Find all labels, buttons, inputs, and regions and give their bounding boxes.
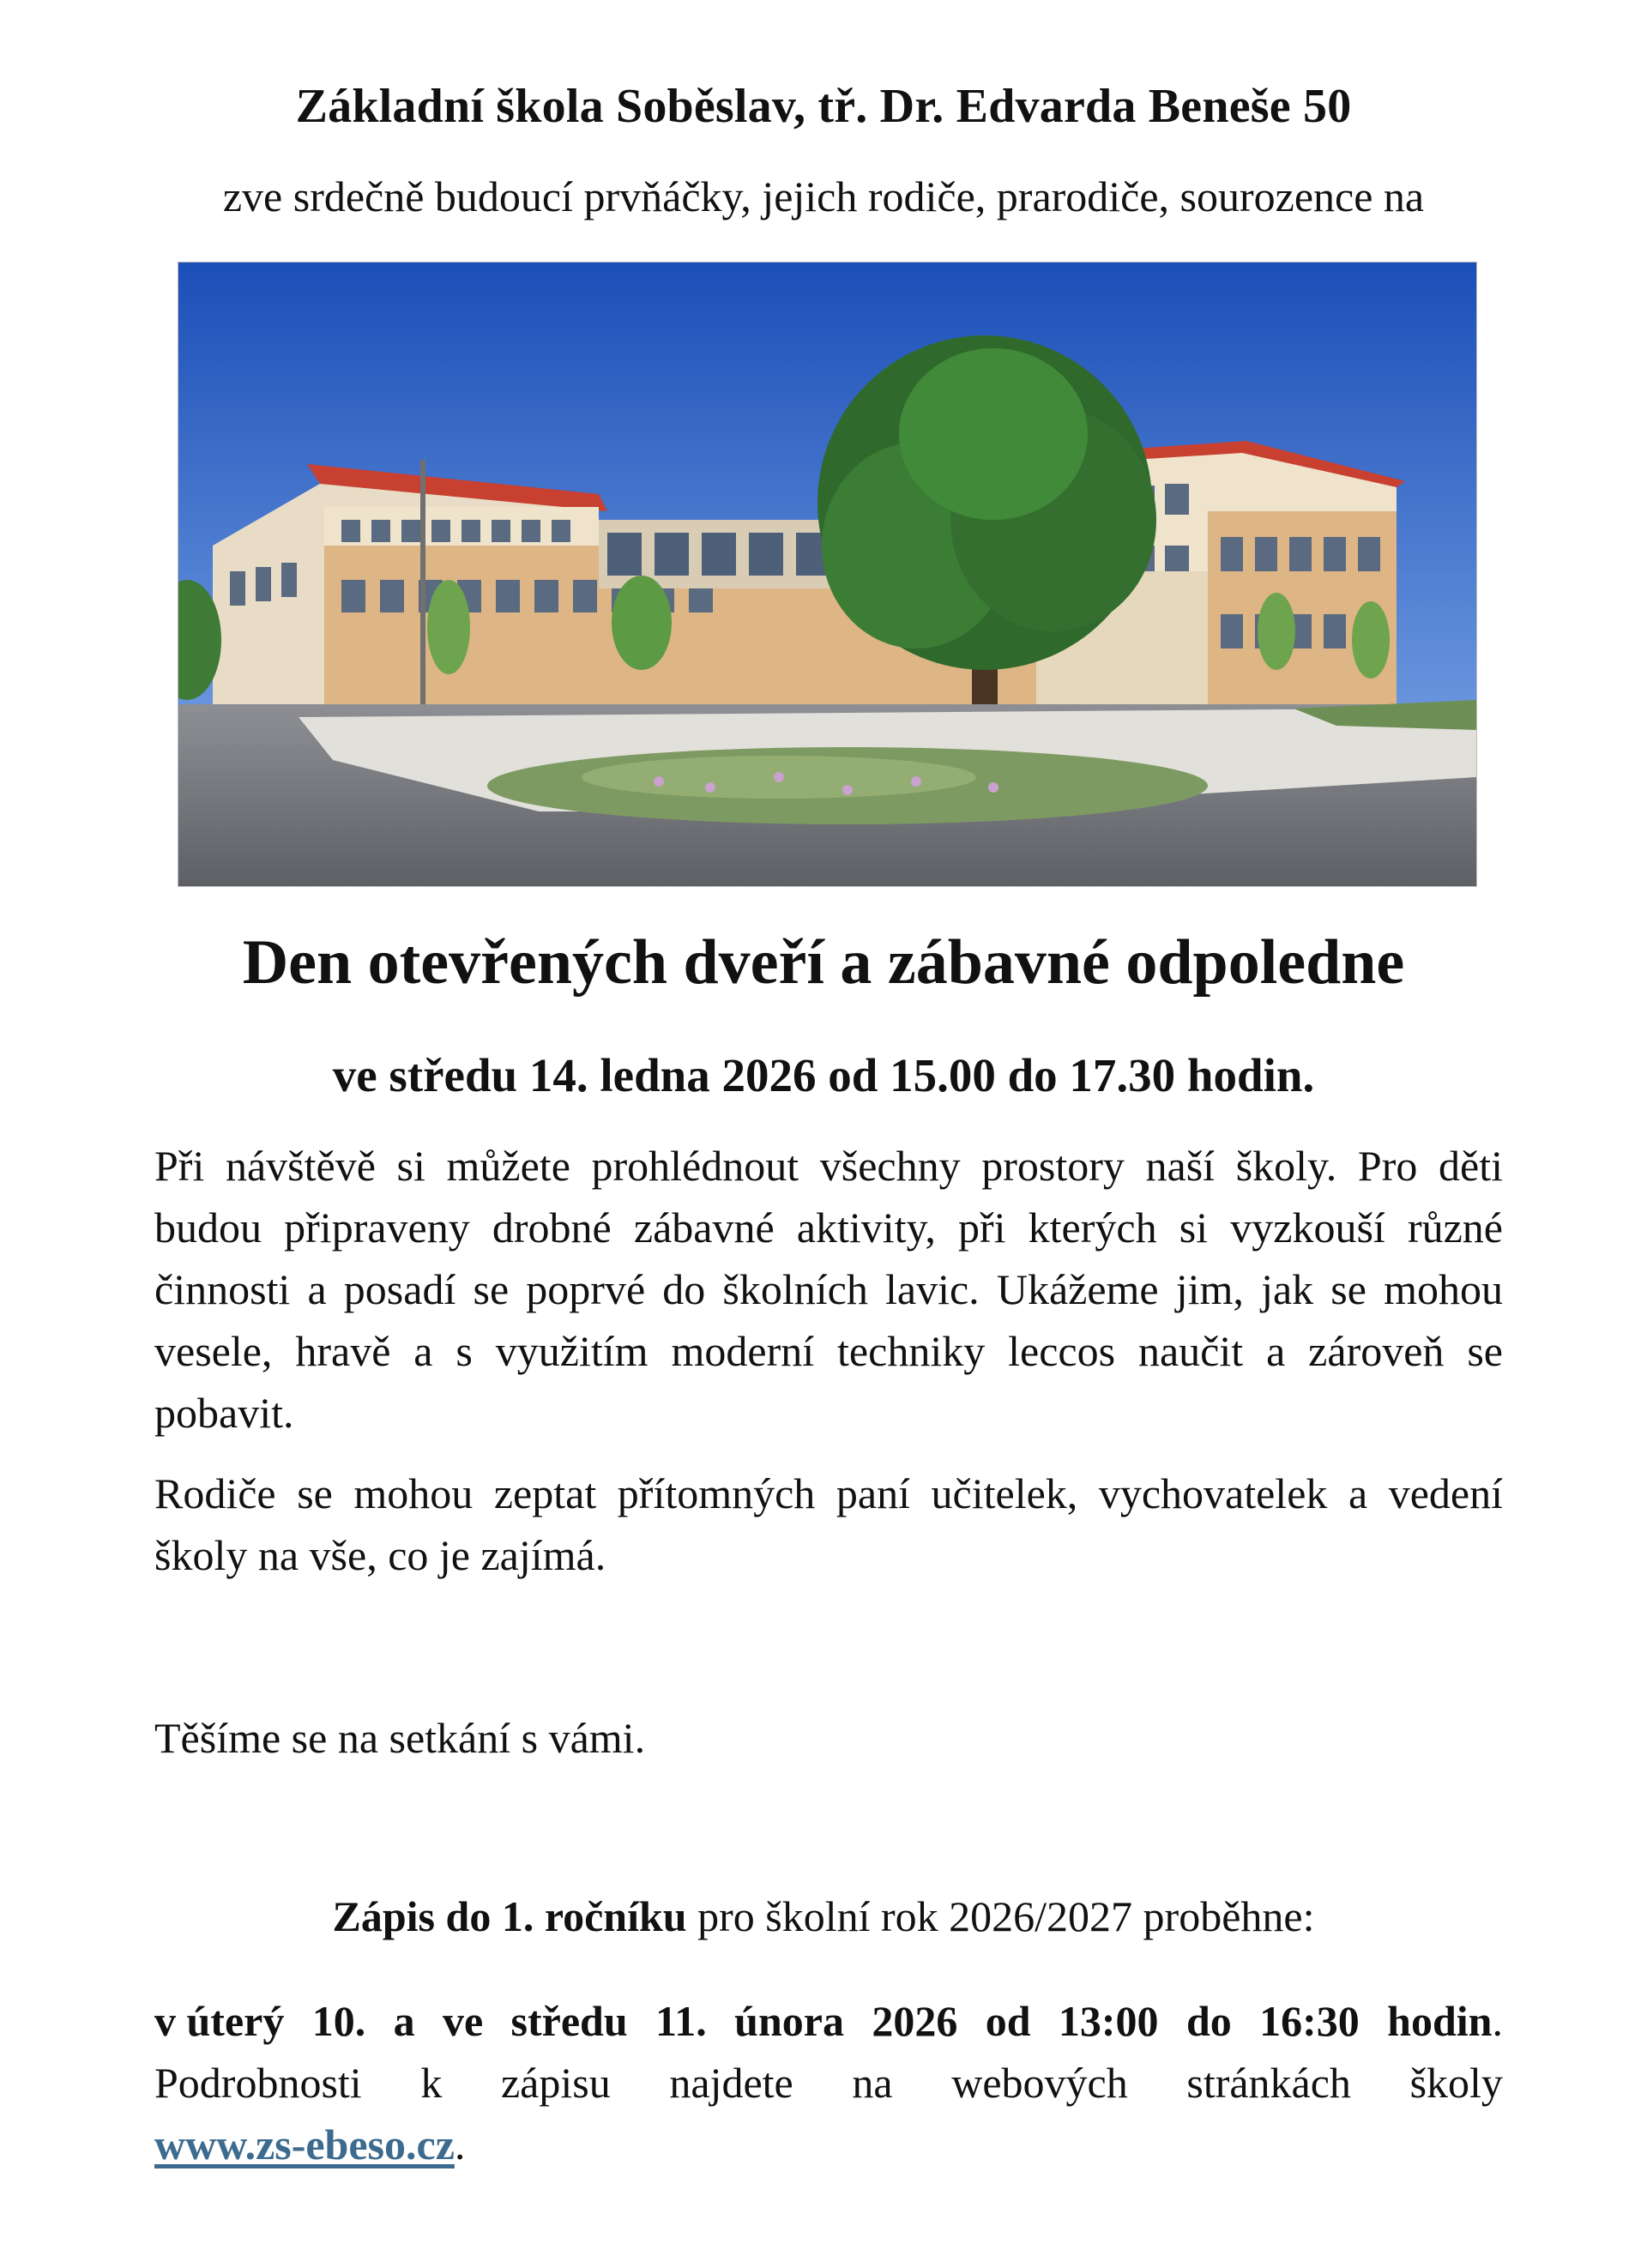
registration-heading [0,1891,1647,1941]
registration-date-word: do [1185,1997,1232,2045]
school-name: Základní škola Soběslav, tř. Dr. Edvarda Beneše 50 [295,80,1352,133]
invitation-line: zve srdečně budoucí prvňáčky, jejich rodiče, prarodiče, sourozence na [222,172,1425,220]
visit-description-paragraph: Při návštěvě si můžete prohlédnout všechny prostory naší školy. Pro děti budou připraveny drobné zábavné aktivity, při kterých si vyzkouší různé činnosti a posadí se poprvé do školních lavic. Ukážeme jim, jak se mohou vesele, hravě a s využitím moderní techniky leccos naučit a zároveň se pobavit. [154,1142,1503,1437]
registration-date-word: 13:00 [1058,1997,1159,2045]
closing-line: Těšíme se na setkání s vámi. [154,1714,646,1762]
registration-date-word: středu [510,1997,628,2045]
parents-questions-paragraph: Rodiče se mohou zeptat přítomných paní učitelek, vychovatelek a vedení školy na vše, co je zajímá. [154,1469,1503,1579]
registration-date-word: v úterý [154,1997,285,2045]
registration-date-word: 11. [655,1997,707,2045]
registration-details-word: stránkách [1186,2059,1351,2107]
registration-details [154,1990,1503,2175]
registration-details-word: webových [951,2059,1128,2107]
registration-date-word: od [985,1997,1031,2045]
event-date-time: ve středu 14. ledna 2026 od 15.00 do 17.30 hodin. [332,1049,1315,1101]
registration-date-word: ve [442,1997,484,2045]
registration-date-word: února [734,1997,844,2045]
website-line [154,2114,1503,2175]
registration-details-line [154,2052,1503,2114]
school-building-photo [178,262,1477,887]
registration-details-word: školy [1409,2059,1503,2107]
registration-date-word: a [393,1997,415,2045]
registration-dates-line [154,1990,1503,2052]
website-link[interactable]: www.zs-ebeso.cz [154,2120,455,2168]
registration-date-word: 10. [311,1997,366,2045]
registration-date-word: hodin [1387,1997,1493,2045]
registration-details-word: zápisu [500,2059,611,2107]
registration-label-rest: pro školní rok 2026/2027 proběhne: [697,1892,1315,1940]
registration-label-bold: Zápis do 1. ročníku [332,1892,687,1940]
registration-date-word: 2026 [872,1997,958,2045]
registration-date-word: 16:30 [1259,1997,1360,2045]
website-period: . [454,2120,466,2168]
registration-details-word: na [852,2059,893,2107]
registration-details-word: k [420,2059,443,2107]
registration-details-word: najdete [669,2059,793,2107]
registration-date-period: . [1492,1997,1503,2045]
registration-details-word: Podrobnosti [154,2059,362,2107]
event-title: Den otevřených dveří a zábavné odpoledne [242,927,1405,998]
registration-date-last-word [1387,1990,1503,2052]
